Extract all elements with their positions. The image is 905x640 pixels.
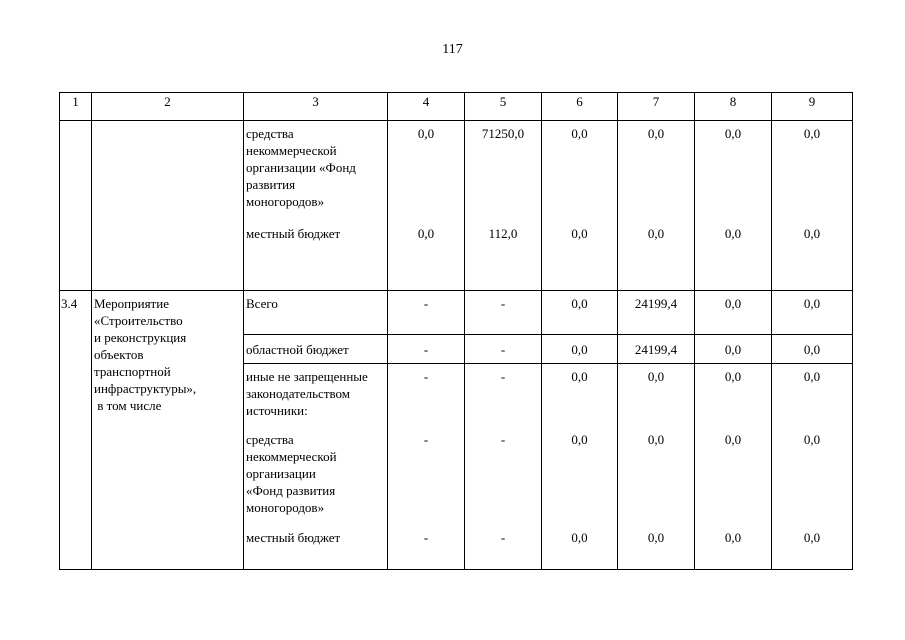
table-row [60,291,853,335]
value: 0,0 [772,291,853,335]
column-header: 7 [618,93,695,121]
value-cell [695,364,772,570]
value: - [465,291,542,335]
name-line: объектов [94,347,144,362]
item-name [92,291,244,570]
value: 24199,4 [618,335,695,364]
name-line: в том числе [94,398,162,413]
number-cell [60,121,92,291]
value-cell [465,364,542,570]
value: 0,0 [724,226,742,241]
column-header: 2 [92,93,244,121]
value-cell [772,121,853,291]
name-cell [92,121,244,291]
name-line: инфраструктуры», [94,381,197,396]
value: 0,0 [571,530,588,545]
value: 0,0 [571,226,588,241]
value-cell [618,121,695,291]
label-line: местный бюджет [246,530,341,545]
value-cell [465,121,542,291]
value: 0,0 [724,530,742,545]
page-number: 117 [442,42,463,57]
row-label: областной бюджет [244,335,388,364]
label-line: моногородов» [246,500,325,515]
row-label [246,125,356,210]
value-cell [542,364,618,570]
value: - [423,530,429,545]
label-cell [244,121,388,291]
name-line: и реконструкция [94,330,187,345]
value: - [500,369,506,384]
label-line: «Фонд развития [246,483,336,498]
value: 0,0 [724,126,742,141]
value: 0,0 [647,126,665,141]
value: 0,0 [647,226,665,241]
value: 0,0 [724,369,742,384]
value: - [388,291,465,335]
value-cell [542,121,618,291]
value: 0,0 [542,291,618,335]
row-label: Всего [244,291,388,335]
row-label [246,368,368,419]
label-cell [244,364,388,570]
column-header: 3 [244,93,388,121]
row-label [246,431,337,516]
row-label [246,529,340,546]
label-line: некоммерческой [246,143,337,158]
value: 0,0 [695,291,772,335]
value: 24199,4 [618,291,695,335]
value: 0,0 [542,335,618,364]
label-line: законодательством [246,386,351,401]
label-line: местный бюджет [246,226,341,241]
column-header: 5 [465,93,542,121]
name-line: «Строительство [94,313,183,328]
value: 0,0 [803,530,821,545]
value: 0,0 [803,126,821,141]
value: - [388,335,465,364]
value: 0,0 [724,432,742,447]
value-cell [388,121,465,291]
column-header: 6 [542,93,618,121]
table-row [60,121,853,291]
value: 0,0 [803,432,821,447]
label-line: источники: [246,403,308,418]
column-header: 4 [388,93,465,121]
value: 112,0 [488,226,518,241]
label-line: организации «Фонд [246,160,356,175]
label-line: развития [246,177,296,192]
value: 0,0 [417,126,435,141]
label-line: организации [246,466,316,481]
label-line: средства [246,126,294,141]
value: - [423,369,429,384]
row-label [246,225,340,242]
value-cell [695,121,772,291]
name-line: транспортной [94,364,171,379]
value: 0,0 [647,432,665,447]
value: 71250,0 [481,126,525,141]
label-line: иные не запрещенные [246,369,368,384]
value: 0,0 [695,335,772,364]
value-cell [388,364,465,570]
value: 0,0 [417,226,435,241]
value: 0,0 [571,369,588,384]
label-line: некоммерческой [246,449,337,464]
value: 0,0 [803,226,821,241]
item-number: 3.4 [60,291,92,570]
value: - [500,432,506,447]
column-header: 9 [772,93,853,121]
value: - [465,335,542,364]
name-line: Мероприятие [94,296,169,311]
value-cell [772,364,853,570]
label-line: средства [246,432,294,447]
value: - [423,432,429,447]
budget-table [59,92,853,570]
value: 0,0 [647,369,665,384]
value: 0,0 [647,530,665,545]
label-line: моногородов» [246,194,325,209]
column-header: 8 [695,93,772,121]
value-cell [618,364,695,570]
column-header: 1 [60,93,92,121]
value: 0,0 [803,369,821,384]
value: - [500,530,506,545]
value: 0,0 [571,432,588,447]
value: 0,0 [571,126,588,141]
value: 0,0 [772,335,853,364]
header-row [60,93,853,121]
